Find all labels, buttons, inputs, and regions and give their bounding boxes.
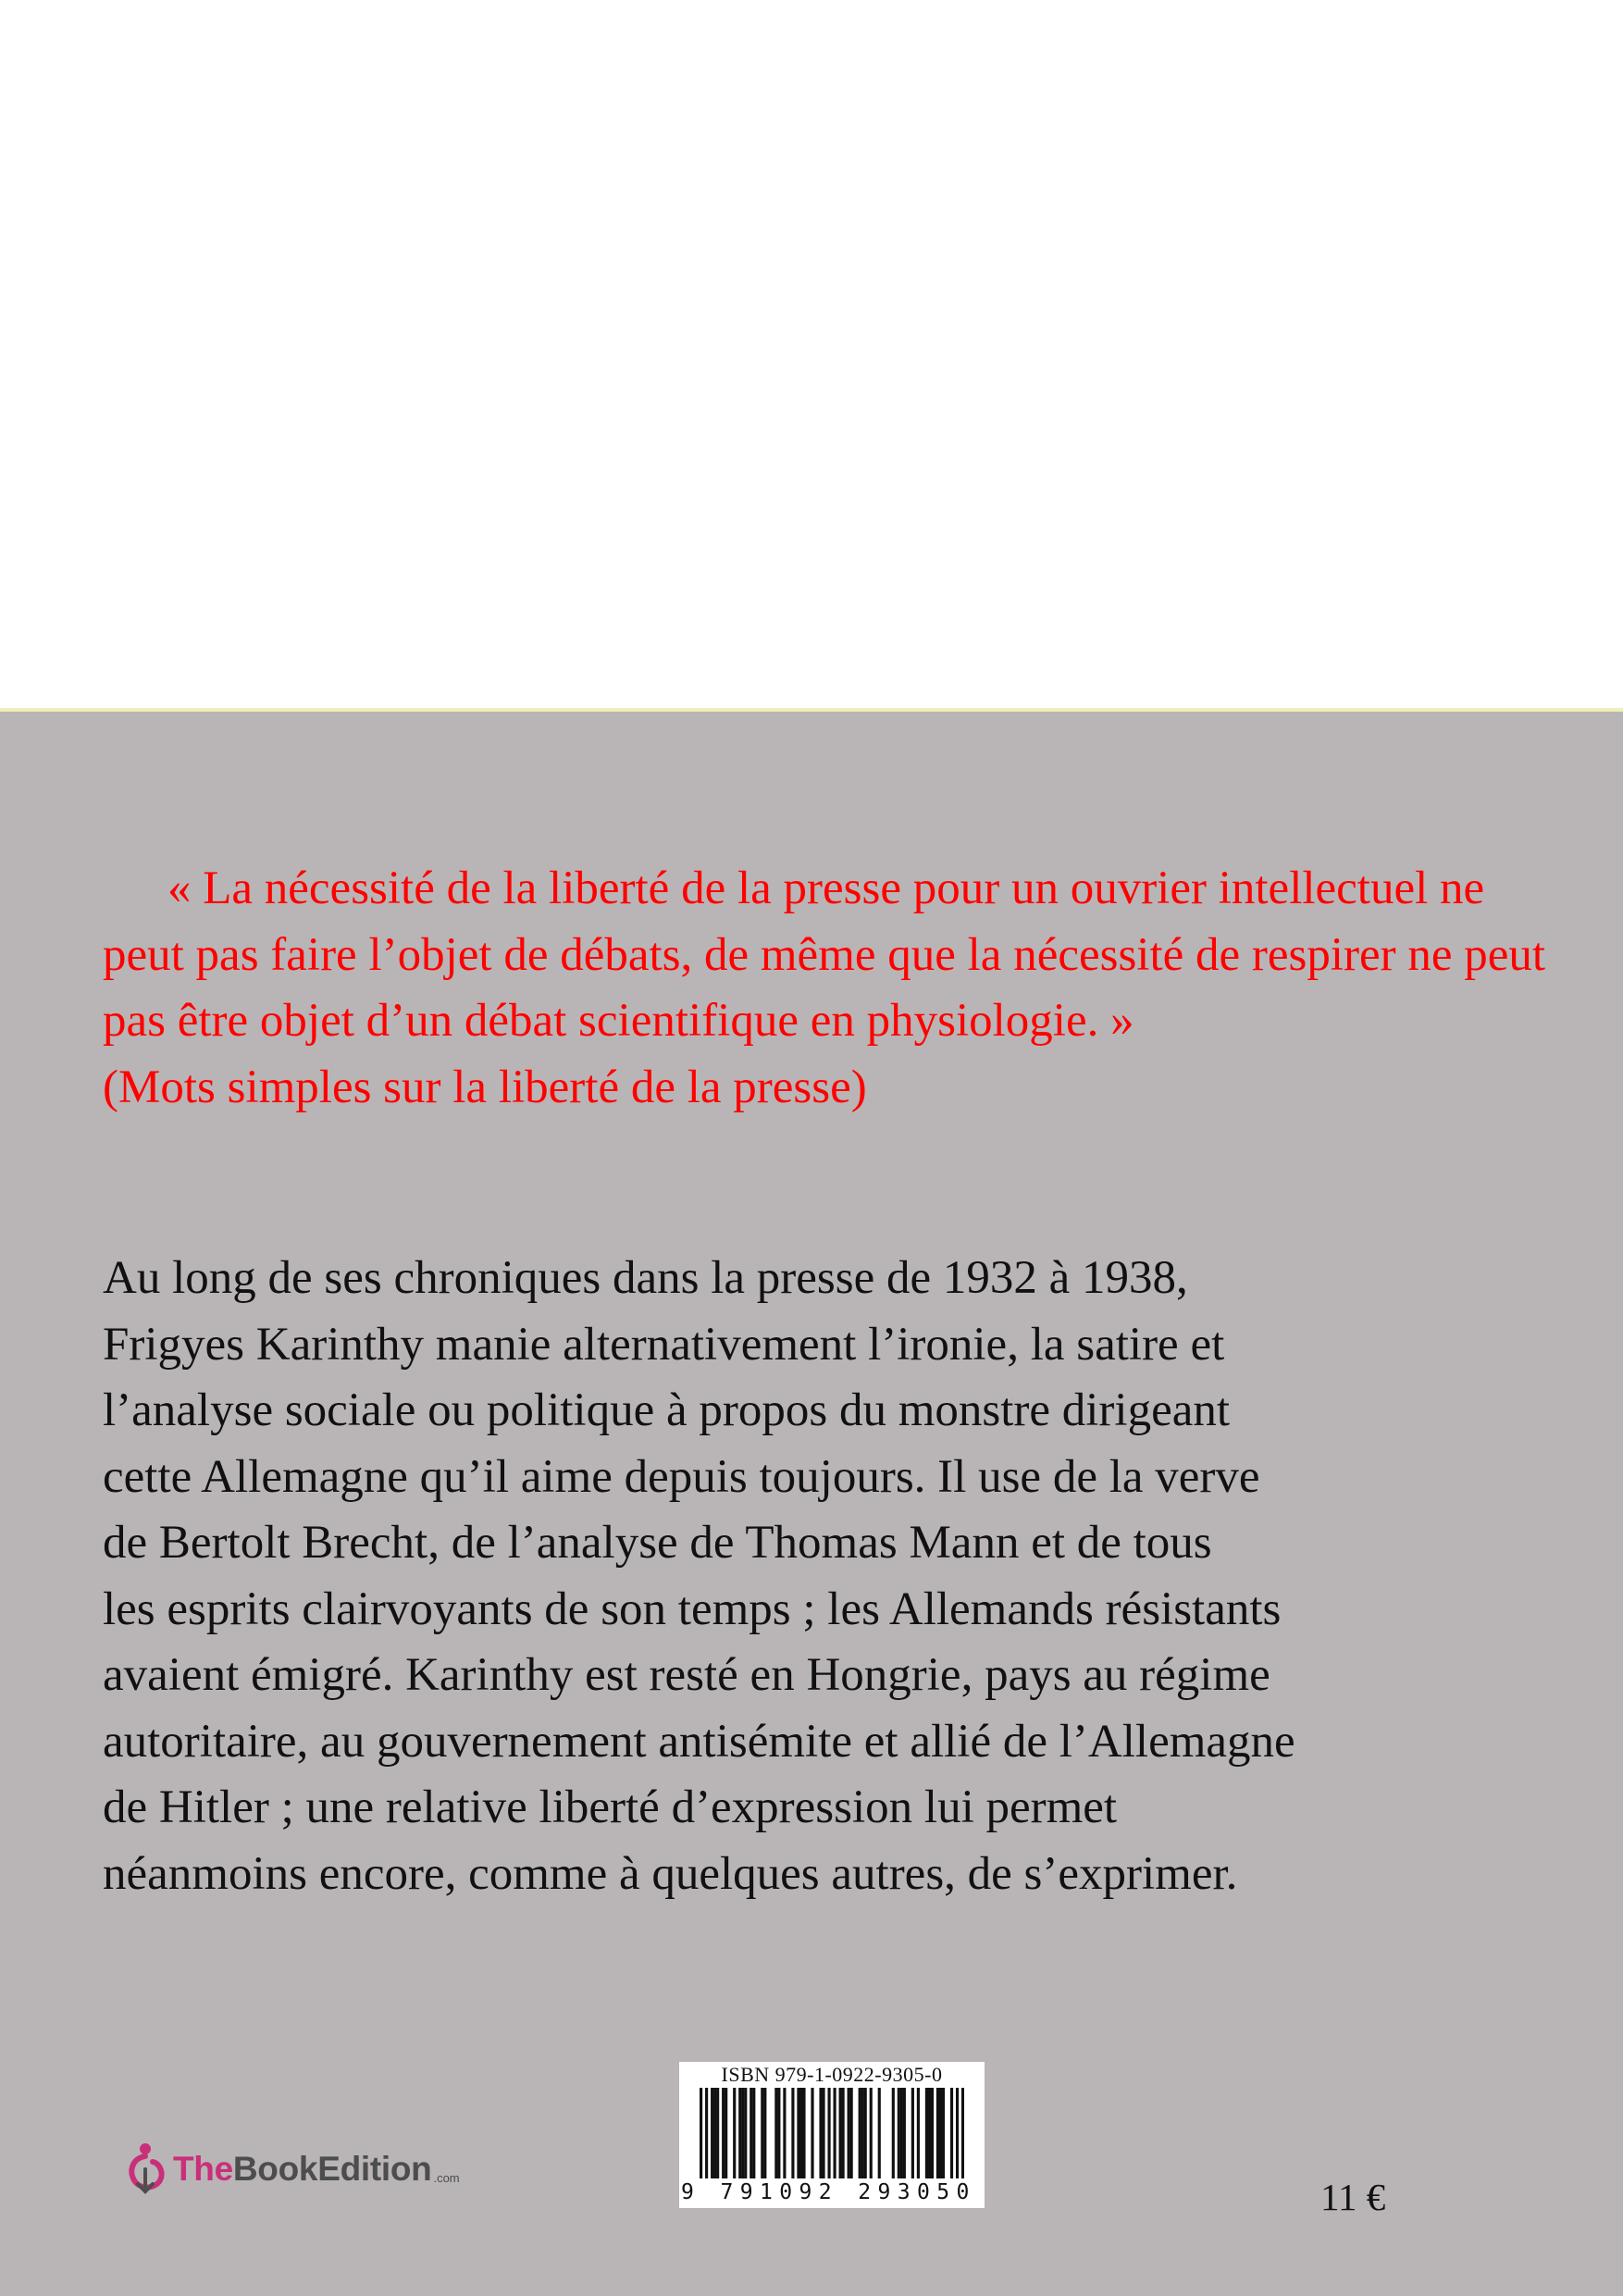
blurb-line: autoritaire, au gouvernement antisémite et allié de l’Allemagne <box>103 1715 1295 1768</box>
barcode-bar <box>842 2088 845 2178</box>
publisher-name-book: Book <box>232 2149 318 2188</box>
barcode-bar <box>834 2088 836 2178</box>
barcode-bar <box>956 2088 959 2178</box>
barcode-bar <box>911 2088 914 2178</box>
blurb-line: néanmoins encore, comme à quelques autres, de s’exprimer. <box>103 1847 1238 1900</box>
barcode-bar <box>936 2088 939 2178</box>
quote-source: (Mots simples sur la liberté de la presse) <box>103 1061 867 1113</box>
barcode-bar <box>839 2088 842 2178</box>
barcode-bar <box>711 2088 713 2178</box>
blurb-line: avaient émigré. Karinthy est resté en Hongrie, pays au régime <box>103 1649 1270 1701</box>
blurb-line: l’analyse sociale ou politique à propos du monstre dirigeant <box>103 1384 1231 1436</box>
publisher-name-edition: Edition <box>317 2149 432 2188</box>
barcode-bar <box>870 2088 873 2178</box>
barcode-bar <box>898 2088 900 2178</box>
barcode-bar <box>819 2088 822 2178</box>
barcode-bar <box>744 2088 747 2178</box>
barcode-bar <box>802 2088 805 2178</box>
blurb-line: de Hitler ; une relative liberté d’expression lui permet <box>103 1781 1118 1833</box>
isbn-label: ISBN 979-1-0922-9305-0 <box>721 2063 943 2086</box>
barcode-digits: 9 791092 293050 <box>681 2180 976 2204</box>
epigraph-quote <box>103 856 1546 1121</box>
barcode-bar <box>827 2088 830 2178</box>
barcode-bar <box>752 2088 755 2178</box>
publisher-name-the: The <box>173 2149 233 2188</box>
barcode-bar <box>961 2088 964 2178</box>
barcode-bar <box>791 2088 794 2178</box>
barcode-bar <box>822 2088 824 2178</box>
blurb-line: de Bertolt Brecht, de l’analyse de Thomas Mann et de tous <box>103 1517 1212 1569</box>
barcode-bar <box>733 2088 736 2178</box>
blurb-line: les esprits clairvoyants de son temps ; les Allemands résistants <box>103 1582 1282 1635</box>
barcode-bar <box>716 2088 719 2178</box>
barcode-bar <box>799 2088 802 2178</box>
barcode-bar <box>931 2088 934 2178</box>
barcode-bar <box>861 2088 864 2178</box>
barcode-bar <box>725 2088 727 2178</box>
price: 11 € <box>1320 2176 1386 2218</box>
barcode-bar <box>900 2088 903 2178</box>
isbn-barcode-box <box>679 2062 985 2208</box>
blurb-text <box>103 1246 1583 1907</box>
barcode-bar <box>713 2088 716 2178</box>
barcode-bar <box>859 2088 861 2178</box>
barcode-bar <box>864 2088 867 2178</box>
barcode-bar <box>892 2088 895 2178</box>
barcode-bar <box>750 2088 752 2178</box>
barcode-bar <box>903 2088 906 2178</box>
top-blank-area <box>0 0 1623 708</box>
barcode-bar <box>763 2088 766 2178</box>
blurb-line: cette Allemagne qu’il aime depuis toujours. Il use de la verve <box>103 1450 1260 1503</box>
barcode-bar <box>850 2088 853 2178</box>
blurb-line: Au long de ses chroniques dans la presse de 1932 à 1938, <box>103 1252 1188 1304</box>
barcode-bar <box>928 2088 931 2178</box>
barcode-bar <box>774 2088 777 2178</box>
barcode-bar <box>848 2088 850 2178</box>
barcode-bar <box>939 2088 942 2178</box>
barcode-icon <box>700 2088 964 2178</box>
barcode-bar <box>705 2088 708 2178</box>
barcode-bar <box>738 2088 741 2178</box>
barcode-bar <box>925 2088 928 2178</box>
barcode-bar <box>942 2088 945 2178</box>
barcode-bar <box>878 2088 881 2178</box>
barcode-bar <box>777 2088 780 2178</box>
publisher-name <box>173 2149 432 2188</box>
barcode-bar <box>761 2088 763 2178</box>
barcode-bar <box>917 2088 920 2178</box>
publisher-dotcom: .com <box>433 2170 460 2185</box>
barcode-bar <box>700 2088 702 2178</box>
barcode-bar <box>797 2088 799 2178</box>
quote-text: « La nécessité de la liberté de la presse pour un ouvrier intellectuel ne peut pas faire l’objet de débats, de même que la nécessité de respirer ne peut pas être objet d’un débat scientifique en physiologie. » <box>103 863 1546 1047</box>
barcode-bar <box>722 2088 725 2178</box>
blurb-line: Frigyes Karinthy manie alternativement l’ironie, la satire et <box>103 1318 1225 1371</box>
barcode-bar <box>811 2088 813 2178</box>
thebookedition-logo-icon <box>125 2141 167 2195</box>
barcode-bar <box>783 2088 786 2178</box>
publisher-logo <box>125 2141 460 2196</box>
barcode-bar <box>950 2088 953 2178</box>
barcode-bar <box>741 2088 744 2178</box>
